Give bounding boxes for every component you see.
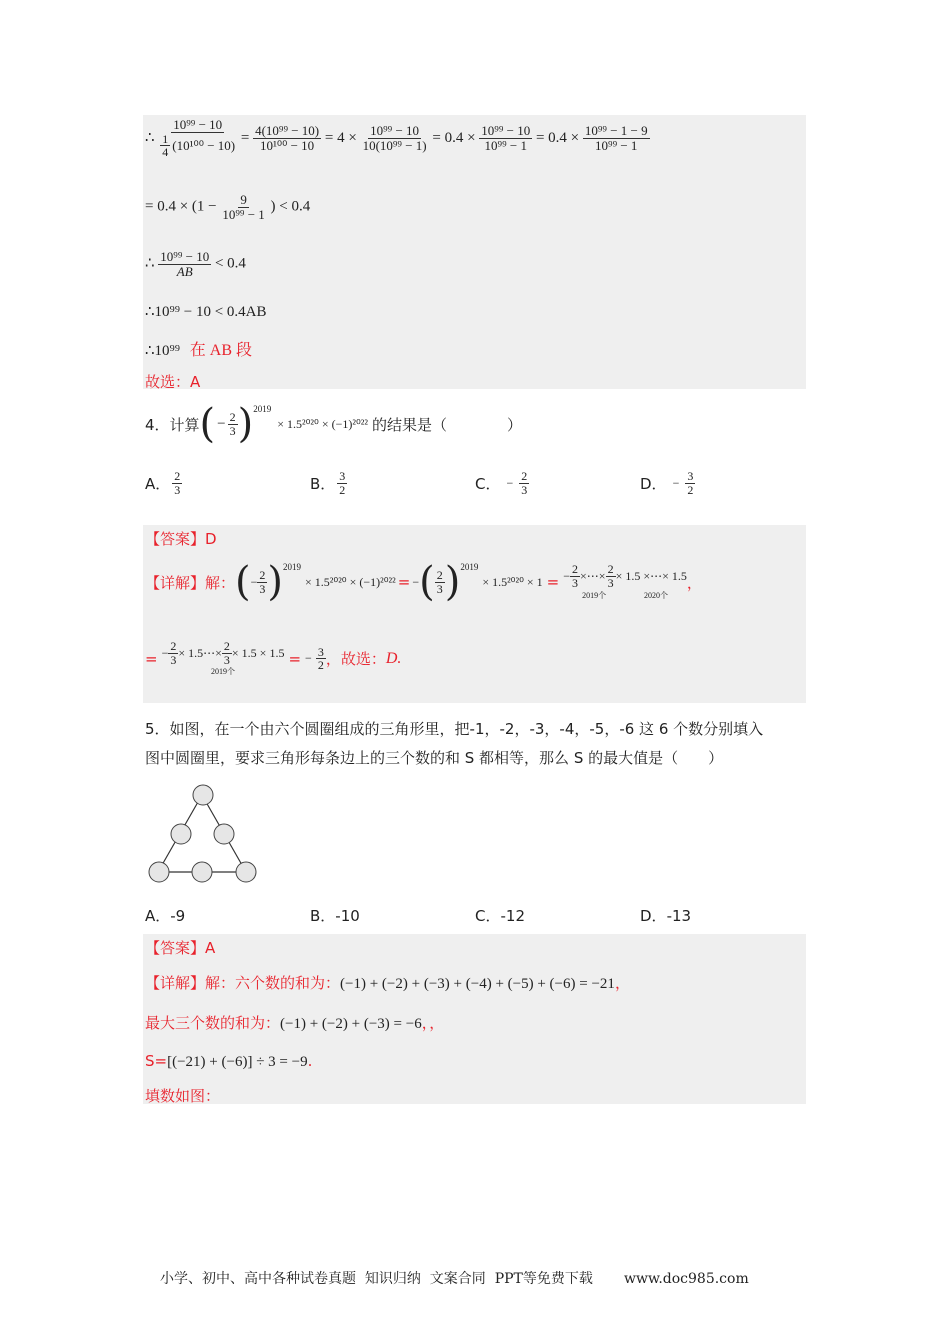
- answer-text: 【答案】A: [145, 939, 216, 957]
- derivation-line-1: ∴ 10⁹⁹ − 10 $\frac{1}{4}$ (10¹⁰⁰ − 10) = $\frac{\text{4(10⁹⁹ − 10)}}{\text{10¹⁰⁰ − 10}}$ = 4 × $\frac{\text{10⁹⁹ − 10}}{\text{10(10⁹⁹ − 1)}}$ = 0.4 × $\frac{\text{10⁹⁹ − 10}}{\text{10⁹⁹ − 1}}$ = 0.4 × $\frac{\text{10⁹⁹ − 1 − 9}}{\text{10⁹⁹ − 1}}$: [145, 117, 648, 160]
- detail-line-2: 最大三个数的和为：(−1) + (−2) + (−3) = −6，，: [145, 1014, 445, 1032]
- fraction: $\frac{\text{10⁹⁹ − 1 − 9}}{\text{10⁹⁹ − 1}}$: [584, 123, 648, 153]
- option-a[interactable]: A． $\frac{2}{3}$: [145, 469, 181, 497]
- question-5-line-1: 5．如图，在一个由六个圆圈组成的三角形里，把-1，-2，-3，-4，-5，-6 这 6 个数分别填入: [145, 720, 764, 738]
- fraction: 10⁹⁹ − 10 $\frac{1}{4}$ (10¹⁰⁰ − 10): [162, 117, 236, 160]
- question-5-line-2: 图中圆圈里，要求三角形每条边上的三个数的和 S 都相等，那么 S 的最大值是（ ）: [145, 749, 724, 767]
- option-d[interactable]: D．-13: [640, 907, 692, 925]
- circle-node: [171, 824, 191, 844]
- circle-node: [193, 785, 213, 805]
- footer-text: 小学、初中、高中各种试卷真题 知识归纳 文案合同 PPT等免费下载 www.doc985.com: [160, 1271, 749, 1287]
- derivation-line-5: ∴10⁹⁹ 在 AB 段: [145, 342, 252, 359]
- option-d[interactable]: D． − $\frac{3}{2}$: [640, 469, 694, 497]
- answer-text: 【答案】D: [145, 530, 217, 548]
- derivation-line-3: ∴ $\frac{\text{10⁹⁹ − 10}}{AB}$ < 0.4: [145, 249, 246, 279]
- fraction: $\frac{\text{4(10⁹⁹ − 10)}}{\text{10¹⁰⁰ − 10}}$: [255, 123, 320, 153]
- detail-line-2: = − $\frac{2}{3}$ × 1.5⋯× $\frac{2}{3}$ × 1.5 × 1.5 2019个 = − $\frac{3}{2}$ ，故选： D.: [145, 639, 402, 677]
- question-4: 4．计算 ( − $\frac{2}{3}$ ) 2019 × 1.5²⁰²⁰ × (−1)²⁰²² 的结果是（ ）: [145, 401, 522, 447]
- detail-line-3: S=[(−21) + (−6)] ÷ 3 = −9.: [145, 1052, 313, 1070]
- option-b[interactable]: B．-10: [310, 907, 360, 925]
- detail-line-1: 【详解】解： ( − $\frac{2}{3}$ ) 2019 × 1.5²⁰²⁰ × (−1)²⁰²² = − ( $\frac{2}{3}$ ) 2019 × 1.5²⁰²⁰ × 1 = − $\frac{2}{3}$ ×⋯× $\frac{2}{3}$ × 1.5 ×⋯× 1.5 2019个 2020个 ，: [145, 559, 702, 605]
- answer-text: 故选：A: [145, 373, 201, 391]
- option-a[interactable]: A．-9: [145, 907, 186, 925]
- circle-node: [214, 824, 234, 844]
- option-b[interactable]: B． $\frac{3}{2}$: [310, 469, 346, 497]
- option-c[interactable]: C．-12: [475, 907, 525, 925]
- option-c[interactable]: C． − $\frac{2}{3}$: [475, 469, 528, 497]
- fraction: $\frac{\text{10⁹⁹ − 10}}{\text{10(10⁹⁹ − 1)}}$: [362, 123, 427, 153]
- circle-node: [236, 862, 256, 882]
- derivation-line-2: = 0.4 × (1 − $\frac{9}{\text{10⁹⁹ − 1}}$ ) < 0.4: [145, 192, 311, 222]
- derivation-line-4: ∴10⁹⁹ − 10 < 0.4AB: [145, 304, 267, 320]
- circle-node: [192, 862, 212, 882]
- triangle-circles-figure: [140, 780, 265, 890]
- detail-line-1: 【详解】解：六个数的和为：(−1) + (−2) + (−3) + (−4) + (−5) + (−6) = −21，: [145, 974, 630, 992]
- fraction: $\frac{\text{10⁹⁹ − 10}}{\text{10⁹⁹ − 1}}$: [481, 123, 531, 153]
- circle-node: [149, 862, 169, 882]
- detail-line-4: 填数如图：: [145, 1087, 221, 1105]
